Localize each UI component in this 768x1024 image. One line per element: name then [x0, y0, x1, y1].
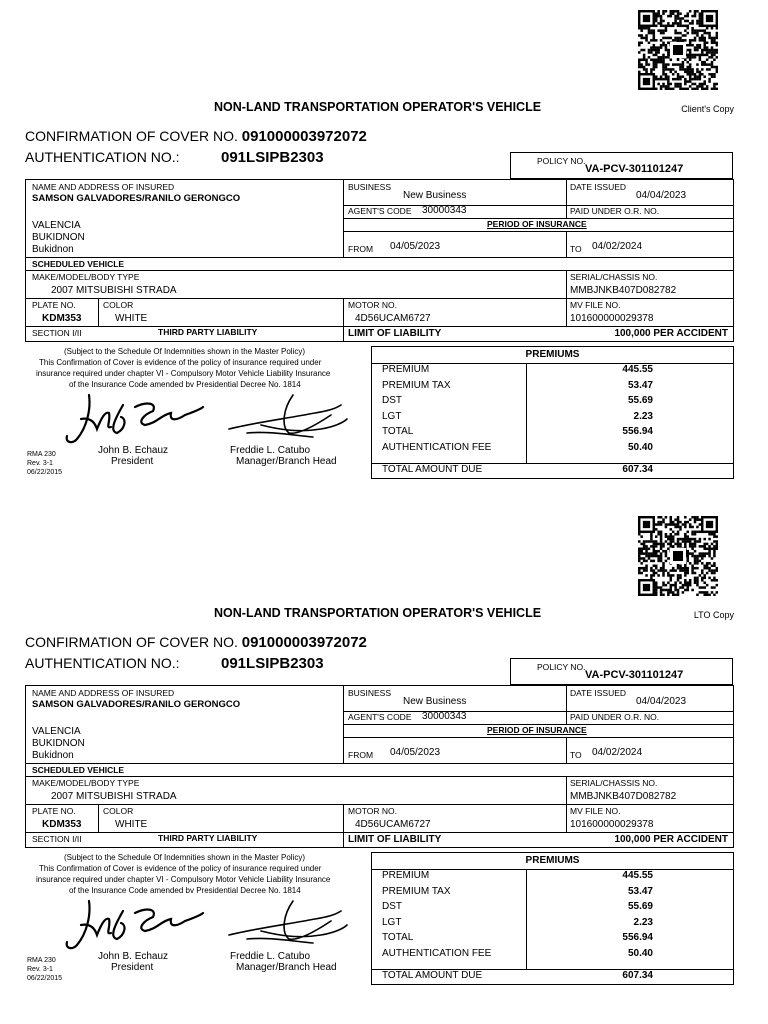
copy-label: Client's Copy — [681, 104, 734, 114]
signer1-name: John B. Echauz — [98, 445, 169, 456]
from-label: FROM — [348, 244, 374, 254]
agent-code-value: 30000343 — [422, 711, 467, 722]
insured-cell — [26, 180, 344, 258]
period-header — [343, 724, 734, 738]
date-issued-label: DATE ISSUED — [570, 182, 627, 192]
serial-cell — [566, 776, 734, 805]
paid-under-label: PAID UNDER O.R. NO. — [570, 712, 660, 722]
third-party-label: THIRD PARTY LIABILITY — [158, 833, 258, 843]
signature-echauz — [61, 895, 211, 953]
address-line-1: VALENCIA — [32, 726, 81, 737]
premium-value: 445.55 — [622, 364, 653, 375]
period-header — [343, 218, 734, 232]
coverage-table — [25, 179, 734, 342]
color-value: WHITE — [115, 313, 148, 324]
premium-row — [372, 442, 733, 458]
agent-code-label: AGENT'S CODE — [348, 206, 412, 216]
premium-label: PREMIUM TAX — [382, 885, 451, 897]
policy-box — [510, 152, 733, 179]
color-value: WHITE — [115, 819, 148, 830]
scheduled-vehicle-label: SCHEDULED VEHICLE — [32, 765, 125, 775]
confirm-text-2: insurance required under chapter VI - Compulsory Motor Vehicle Liability Insurance — [36, 875, 331, 884]
plate-label: PLATE NO. — [32, 300, 76, 310]
paid-under-cell — [566, 711, 734, 725]
premium-value: 2.23 — [633, 916, 653, 928]
insured-label: NAME AND ADDRESS OF INSURED — [32, 688, 175, 698]
subject-note: (Subject to the Schedule Of Indemnities shown in the Master Policy) — [64, 347, 306, 356]
form-revision: Rev. 3-1 — [27, 460, 53, 467]
premium-label: DST — [382, 395, 402, 406]
premium-row — [372, 426, 733, 442]
agent-code-value: 30000343 — [422, 205, 467, 216]
premium-label: AUTHENTICATION FEE — [382, 947, 492, 959]
total-due-label: TOTAL AMOUNT DUE — [382, 464, 483, 475]
policy-number: VA-PCV-301101247 — [585, 163, 684, 175]
section-label: SECTION I/II — [32, 328, 82, 338]
premiums-table — [371, 852, 734, 985]
to-cell — [566, 231, 734, 258]
signer1-name: John B. Echauz — [98, 951, 169, 962]
premium-value: 50.40 — [627, 947, 653, 959]
plate-label: PLATE NO. — [32, 806, 76, 816]
signature-area — [25, 851, 365, 991]
premium-value: 556.94 — [622, 932, 653, 943]
serial-label: SERIAL/CHASSIS NO. — [570, 778, 658, 788]
premium-row — [372, 917, 733, 933]
qr-code-icon — [638, 10, 718, 90]
insured-label: NAME AND ADDRESS OF INSURED — [32, 182, 175, 192]
date-issued-cell — [566, 180, 734, 206]
business-label: BUSINESS — [348, 688, 391, 698]
signature-catubo — [223, 389, 353, 447]
section-cell — [26, 326, 344, 342]
premium-row — [372, 411, 733, 427]
from-cell — [343, 737, 567, 764]
authentication-number: 091LSIPB2303 — [221, 655, 324, 672]
serial-label: SERIAL/CHASSIS NO. — [570, 272, 658, 282]
signer2-title: Manager/Branch Head — [236, 962, 337, 973]
signer2-name: Freddie L. Catubo — [230, 951, 311, 962]
authentication-label: AUTHENTICATION NO.: — [25, 149, 180, 165]
agent-code-cell — [343, 711, 567, 725]
business-value: New Business — [403, 696, 467, 707]
authentication-number: 091LSIPB2303 — [221, 149, 324, 166]
premium-label: TOTAL — [382, 932, 414, 943]
plate-cell — [26, 804, 99, 833]
make-label: MAKE/MODEL/BODY TYPE — [32, 778, 140, 788]
document-title: NON-LAND TRANSPORTATION OPERATOR'S VEHICLE — [214, 606, 542, 620]
premium-label: PREMIUM — [382, 870, 430, 881]
limit-label: LIMIT OF LIABILITY — [348, 328, 442, 339]
scheduled-vehicle-label: SCHEDULED VEHICLE — [32, 259, 125, 269]
premiums-table — [371, 346, 734, 479]
agent-code-cell — [343, 205, 567, 219]
premiums-header: PREMIUMS — [372, 853, 733, 870]
paid-under-cell — [566, 205, 734, 219]
confirmation-line — [25, 634, 367, 651]
policy-label: POLICY NO. — [537, 662, 586, 672]
premium-value: 55.69 — [627, 395, 653, 406]
form-date: 06/22/2015 — [27, 469, 63, 476]
serial-value: MMBJNKB407D082782 — [570, 285, 677, 296]
confirmation-number: 091000003972072 — [241, 634, 367, 651]
business-cell — [343, 180, 567, 206]
mvfile-cell — [566, 298, 734, 327]
premium-label: LGT — [382, 410, 402, 422]
agent-code-label: AGENT'S CODE — [348, 712, 412, 722]
plate-value: KDM353 — [42, 313, 82, 324]
serial-value: MMBJNKB407D082782 — [570, 791, 677, 802]
date-issued-value: 04/04/2023 — [636, 696, 687, 707]
motor-cell — [343, 804, 567, 833]
date-issued-value: 04/04/2023 — [636, 190, 687, 201]
color-cell — [98, 804, 344, 833]
period-label: PERIOD OF INSURANCE — [487, 725, 587, 735]
signature-area — [25, 345, 365, 485]
confirm-text-1: This Confirmation of Cover is evidence of the policy of insurance required under — [39, 358, 322, 367]
premium-row — [372, 948, 733, 964]
address-line-2: BUKIDNON — [32, 738, 85, 749]
signer1-title: President — [111, 962, 154, 973]
limit-value: 100,000 PER ACCIDENT — [614, 328, 728, 339]
address-line-3: Bukidnon — [32, 750, 74, 761]
authentication-label: AUTHENTICATION NO.: — [25, 655, 180, 671]
total-due-row — [372, 464, 733, 480]
color-cell — [98, 298, 344, 327]
third-party-label: THIRD PARTY LIABILITY — [158, 327, 258, 337]
serial-cell — [566, 270, 734, 299]
from-value: 04/05/2023 — [390, 747, 441, 758]
policy-box — [510, 658, 733, 685]
motor-cell — [343, 298, 567, 327]
motor-value: 4D56UCAM6727 — [355, 819, 431, 830]
premium-row — [372, 364, 733, 380]
premium-row — [372, 932, 733, 948]
mvfile-cell — [566, 804, 734, 833]
make-cell — [26, 776, 567, 805]
premium-label: LGT — [382, 916, 402, 928]
make-cell — [26, 270, 567, 299]
total-due-value: 607.34 — [622, 970, 653, 981]
form-code — [27, 450, 62, 477]
limit-cell — [343, 832, 734, 848]
confirmation-line — [25, 128, 367, 145]
from-value: 04/05/2023 — [390, 241, 441, 252]
business-value: New Business — [403, 190, 467, 201]
premium-value: 55.69 — [627, 901, 653, 912]
premium-label: DST — [382, 901, 402, 912]
total-due-value: 607.34 — [622, 464, 653, 475]
premium-value: 50.40 — [627, 441, 653, 453]
policy-number: VA-PCV-301101247 — [585, 669, 684, 681]
color-label: COLOR — [103, 300, 134, 310]
document-title: NON-LAND TRANSPORTATION OPERATOR'S VEHICLE — [214, 100, 542, 114]
premium-value: 445.55 — [622, 870, 653, 881]
to-value: 04/02/2024 — [592, 747, 643, 758]
signer1-title: President — [111, 456, 154, 467]
confirm-text-3: of the Insurance Code amended bv Presidential Decree No. 1814 — [69, 380, 301, 389]
address-line-1: VALENCIA — [32, 220, 81, 231]
premium-label: AUTHENTICATION FEE — [382, 441, 492, 453]
premium-row — [372, 870, 733, 886]
confirmation-label: CONFIRMATION OF COVER NO. — [25, 128, 238, 144]
signature-catubo — [223, 895, 353, 953]
color-label: COLOR — [103, 806, 134, 816]
premium-row — [372, 395, 733, 411]
signature-echauz — [61, 389, 211, 447]
to-label: TO — [570, 244, 582, 254]
confirmation-number: 091000003972072 — [241, 128, 367, 145]
paid-under-label: PAID UNDER O.R. NO. — [570, 206, 660, 216]
total-due-label: TOTAL AMOUNT DUE — [382, 970, 483, 981]
copy-label: LTO Copy — [693, 610, 734, 620]
section-cell — [26, 832, 344, 848]
coverage-table — [25, 685, 734, 848]
policy-label: POLICY NO. — [537, 156, 586, 166]
form-code-number: RMA 230 — [27, 451, 56, 458]
premium-value: 556.94 — [622, 426, 653, 437]
business-cell — [343, 686, 567, 712]
make-label: MAKE/MODEL/BODY TYPE — [32, 272, 140, 282]
premium-row — [372, 380, 733, 396]
mvfile-label: MV FILE NO. — [570, 300, 621, 310]
date-issued-cell — [566, 686, 734, 712]
plate-value: KDM353 — [42, 819, 82, 830]
confirm-text-2: insurance required under chapter VI - Compulsory Motor Vehicle Liability Insurance — [36, 369, 331, 378]
period-label: PERIOD OF INSURANCE — [487, 219, 587, 229]
confirmation-label: CONFIRMATION OF COVER NO. — [25, 634, 238, 650]
motor-value: 4D56UCAM6727 — [355, 313, 431, 324]
from-cell — [343, 231, 567, 258]
date-issued-label: DATE ISSUED — [570, 688, 627, 698]
cover-copy — [0, 506, 768, 1018]
address-line-3: Bukidnon — [32, 244, 74, 255]
confirm-text-3: of the Insurance Code amended bv Presidential Decree No. 1814 — [69, 886, 301, 895]
limit-label: LIMIT OF LIABILITY — [348, 834, 442, 845]
form-code — [27, 956, 62, 983]
signer2-title: Manager/Branch Head — [236, 456, 337, 467]
premiums-header: PREMIUMS — [372, 347, 733, 364]
insured-name: SAMSON GALVADORES/RANILO GERONGCO — [32, 699, 241, 710]
mvfile-value: 101600000029378 — [570, 819, 654, 830]
signer2-name: Freddie L. Catubo — [230, 445, 311, 456]
make-value: 2007 MITSUBISHI STRADA — [51, 791, 177, 802]
premium-label: PREMIUM TAX — [382, 379, 451, 391]
qr-code-icon — [638, 516, 718, 596]
motor-label: MOTOR NO. — [348, 806, 397, 816]
premium-value: 53.47 — [627, 379, 653, 391]
mvfile-label: MV FILE NO. — [570, 806, 621, 816]
make-value: 2007 MITSUBISHI STRADA — [51, 285, 177, 296]
plate-cell — [26, 298, 99, 327]
to-value: 04/02/2024 — [592, 241, 643, 252]
business-label: BUSINESS — [348, 182, 391, 192]
confirm-text-1: This Confirmation of Cover is evidence of the policy of insurance required under — [39, 864, 322, 873]
premium-label: PREMIUM — [382, 364, 430, 375]
form-code-number: RMA 230 — [27, 957, 56, 964]
form-revision: Rev. 3-1 — [27, 966, 53, 973]
limit-value: 100,000 PER ACCIDENT — [614, 834, 728, 845]
motor-label: MOTOR NO. — [348, 300, 397, 310]
to-cell — [566, 737, 734, 764]
premium-row — [372, 886, 733, 902]
premium-value: 2.23 — [633, 410, 653, 422]
premium-value: 53.47 — [627, 885, 653, 897]
to-label: TO — [570, 750, 582, 760]
scheduled-vehicle-row — [26, 763, 734, 777]
premium-row — [372, 901, 733, 917]
insured-name: SAMSON GALVADORES/RANILO GERONGCO — [32, 193, 241, 204]
total-due-row — [372, 970, 733, 986]
section-label: SECTION I/II — [32, 834, 82, 844]
scheduled-vehicle-row — [26, 257, 734, 271]
mvfile-value: 101600000029378 — [570, 313, 654, 324]
insured-cell — [26, 686, 344, 764]
address-line-2: BUKIDNON — [32, 232, 85, 243]
from-label: FROM — [348, 750, 374, 760]
subject-note: (Subject to the Schedule Of Indemnities shown in the Master Policy) — [64, 853, 306, 862]
limit-cell — [343, 326, 734, 342]
premium-label: TOTAL — [382, 426, 414, 437]
form-date: 06/22/2015 — [27, 975, 63, 982]
